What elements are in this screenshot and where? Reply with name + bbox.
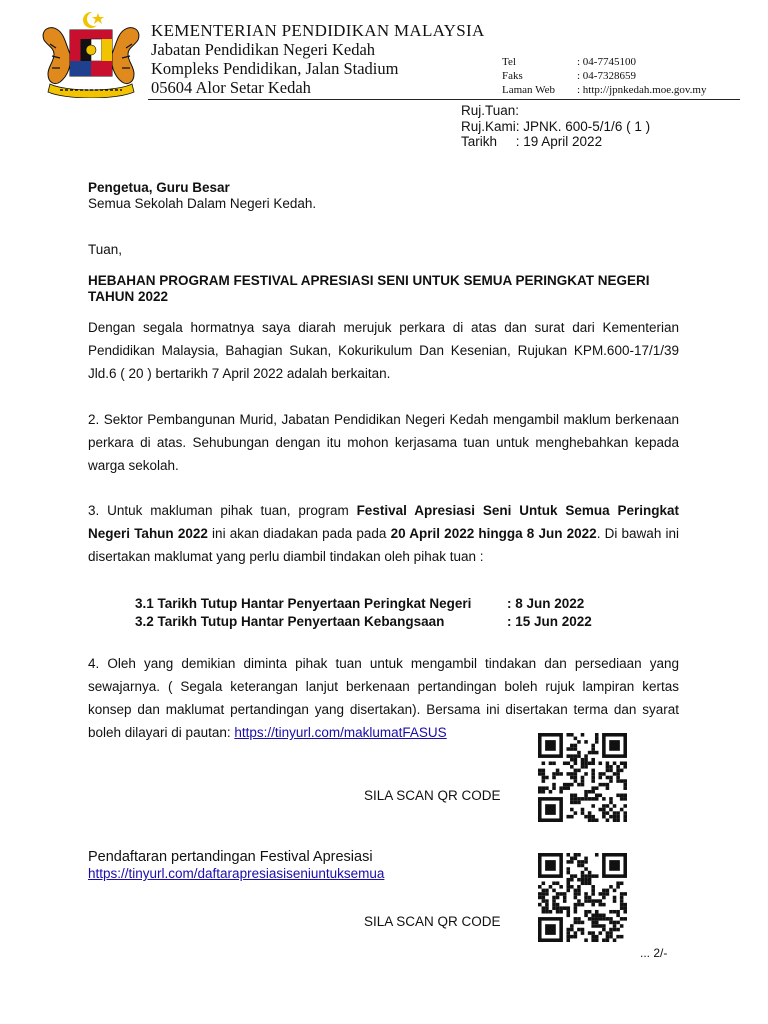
paragraph-1 [88, 316, 679, 385]
qr-label-2: SILA SCAN QR CODE [364, 914, 501, 929]
deadline-item-2: 3.2 Tarikh Tutup Hantar Penyertaan Kebangsaan [135, 614, 445, 629]
contact-label-web: Laman Web [502, 84, 555, 96]
qr-label-1: SILA SCAN QR CODE [364, 788, 501, 803]
ruj-kami: Ruj.Kami: JPNK. 600-5/1/6 ( 1 ) [461, 119, 651, 134]
paragraph-3-intro: 3. Untuk makluman pihak tuan, program [88, 503, 357, 518]
registration-title: Pendaftaran pertandingan Festival Apresiasi [88, 849, 373, 865]
page-marker: ... 2/- [640, 946, 668, 960]
contact-value-fax: : 04-7328659 [577, 70, 636, 82]
paragraph-3-end: . Di bawah ini disertakan maklumat yang perlu diambil tindakan oleh pihak tuan : [88, 526, 680, 564]
salutation: Tuan, [88, 242, 123, 257]
paragraph-1-text: Dengan segala hormatnya saya diarah merujuk perkara di atas dan surat dari Kementerian Pendidikan Malaysia, Bahagian Sukan, Kokurikulum Dan Kesenian, Rujukan KPM.600-17/1/39 Jld.6 ( 20 ) bertarikh 7 April 2022 adalah berkaitan. [88, 320, 679, 381]
qr-code-maklumat[interactable] [538, 733, 627, 822]
contact-value-tel: : 04-7745100 [577, 56, 636, 68]
ruj-tuan: Ruj.Tuan: [461, 103, 520, 118]
subject-line-2: TAHUN 2022 [88, 289, 169, 304]
address-line-2: 05604 Alor Setar Kedah [151, 78, 311, 97]
header-divider [148, 99, 740, 100]
paragraph-2 [88, 408, 679, 477]
paragraph-4 [88, 652, 679, 744]
address-line-1: Kompleks Pendidikan, Jalan Stadium [151, 59, 399, 78]
program-dates: 20 April 2022 hingga 8 Jun 2022 [390, 526, 597, 541]
paragraph-2-text: 2. Sektor Pembangunan Murid, Jabatan Pendidikan Negeri Kedah mengambil maklum berkenaan perkara di atas. Sehubungan dengan itu mohon kerjasama tuan untuk menghebahkan kepada warga sekolah. [88, 412, 679, 473]
subject-line-1: HEBAHAN PROGRAM FESTIVAL APRESIASI SENI UNTUK SEMUA PERINGKAT NEGERI [88, 273, 650, 288]
recipient-line: Semua Sekolah Dalam Negeri Kedah. [88, 196, 317, 211]
paragraph-4-text: 4. Oleh yang demikian diminta pihak tuan untuk mengambil tindakan dan persediaan yang sewajarnya. ( Segala keterangan lanjut berkenaan pertandingan boleh rujuk lampiran kertas konsep dan maklumat pertandingan yang disertakan). Bersama ini disertakan terma dan syarat boleh dilayari di pautan: [88, 656, 679, 740]
department-name: Jabatan Pendidikan Negeri Kedah [151, 40, 376, 59]
recipient-title: Pengetua, Guru Besar [88, 180, 230, 195]
paragraph-3 [88, 499, 679, 568]
contact-label-tel: Tel [502, 56, 516, 68]
daftar-link[interactable]: https://tinyurl.com/daftarapresiasiseniuntuksemua [88, 866, 385, 881]
contact-label-fax: Faks [502, 70, 523, 82]
deadline-date-2: : 15 Jun 2022 [507, 614, 592, 629]
paragraph-3-mid: ini akan diadakan pada pada [207, 526, 391, 541]
deadline-item-1: 3.1 Tarikh Tutup Hantar Penyertaan Peringkat Negeri [135, 596, 472, 611]
maklumat-link[interactable]: https://tinyurl.com/maklumatFASUS [234, 725, 447, 740]
malaysia-coat-of-arms-icon [36, 10, 146, 98]
deadline-date-1: : 8 Jun 2022 [507, 596, 585, 611]
ministry-name: KEMENTERIAN PENDIDIKAN MALAYSIA [151, 21, 485, 40]
qr-code-daftar[interactable] [538, 853, 627, 942]
tarikh: Tarikh : 19 April 2022 [461, 134, 603, 149]
contact-value-web: : http://jpnkedah.moe.gov.my [577, 84, 707, 96]
program-name: Festival Apresiasi Seni Untuk Semua Peringkat Negeri Tahun 2022 [88, 503, 679, 541]
